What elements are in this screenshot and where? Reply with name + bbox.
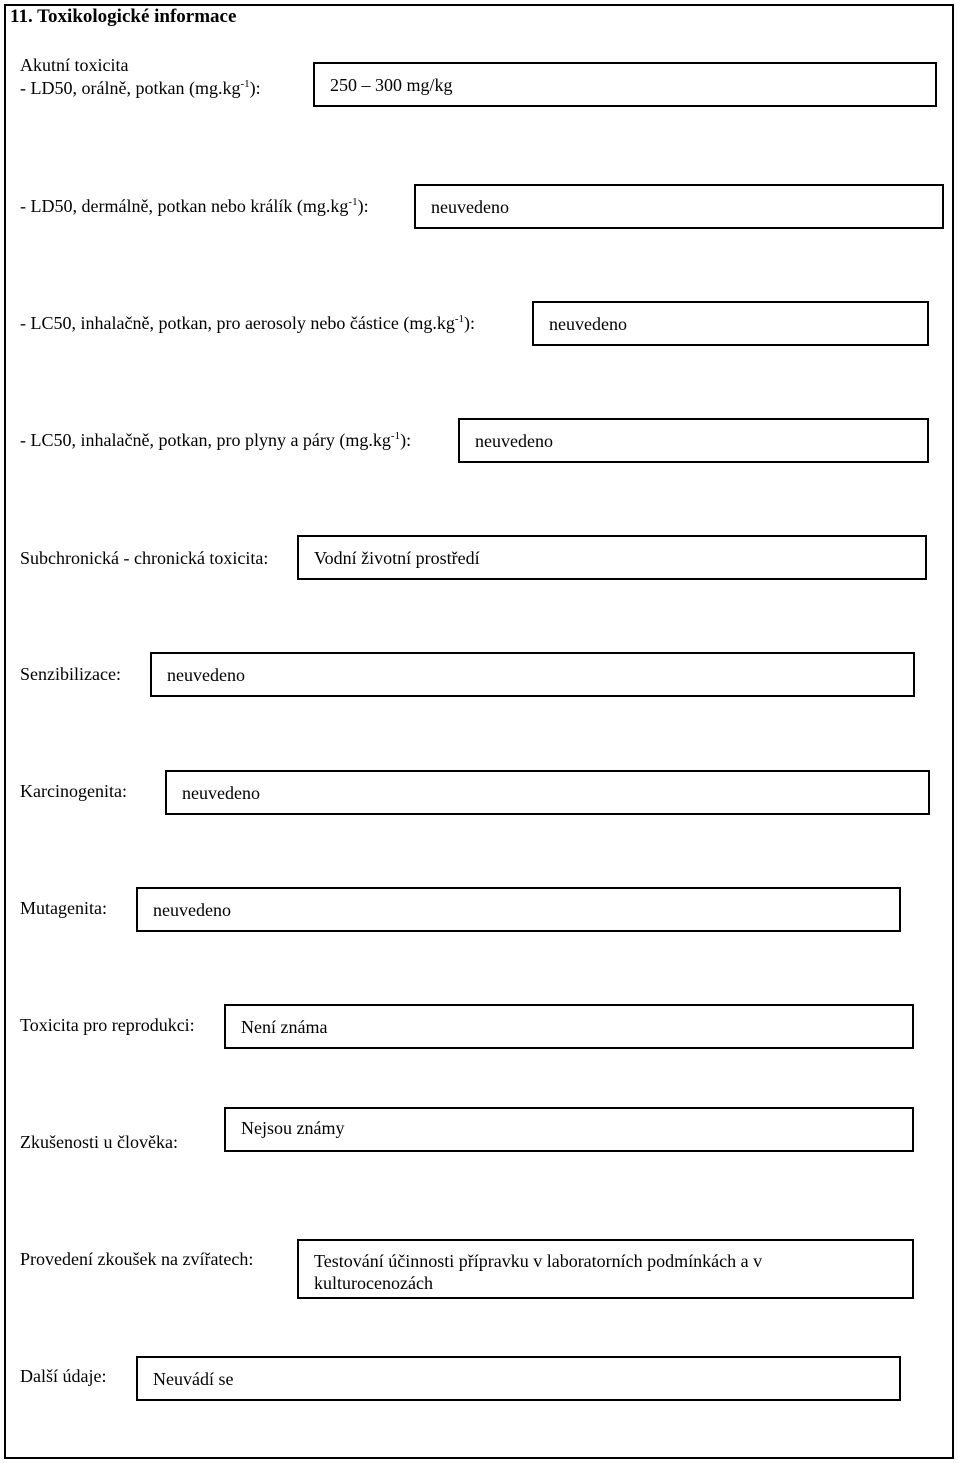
- subchronic-field[interactable]: Vodní životní prostředí: [297, 535, 927, 580]
- other-info-label: Další údaje:: [20, 1366, 107, 1386]
- other-info-field[interactable]: Neuvádí se: [136, 1356, 901, 1401]
- lc50-aerosol-label: - LC50, inhalačně, potkan, pro aerosoly nebo částice $(mg.kg^{-1})$:: [20, 313, 476, 333]
- mutagenicity-field[interactable]: neuvedeno: [136, 887, 901, 932]
- animal-testing-field[interactable]: Testování účinnosti přípravku v laboratorních podmínkách a v kulturocenozách: [297, 1239, 914, 1299]
- carcinogenicity-label: Karcinogenita:: [20, 781, 127, 801]
- ld50-dermal-field[interactable]: neuvedeno: [414, 184, 944, 229]
- section-title: 11. Toxikologické informace: [10, 6, 237, 27]
- lc50-aerosol-field[interactable]: neuvedeno: [532, 301, 929, 346]
- animal-testing-label: Provedení zkoušek na zvířatech:: [20, 1249, 254, 1269]
- subchronic-label: Subchronická - chronická toxicita:: [20, 548, 269, 568]
- lc50-gas-label: - LC50, inhalačně, potkan, pro plyny a páry $(mg.kg^{-1})$:: [20, 430, 412, 450]
- acute-toxicity-heading: Akutní toxicita: [20, 55, 129, 75]
- mutagenicity-label: Mutagenita:: [20, 898, 107, 918]
- reproduction-label: Toxicita pro reprodukci:: [20, 1015, 195, 1035]
- human-experience-field[interactable]: Nejsou známy: [224, 1107, 914, 1152]
- carcinogenicity-field[interactable]: neuvedeno: [165, 770, 930, 815]
- lc50-gas-field[interactable]: neuvedeno: [458, 418, 929, 463]
- ld50-oral-label: - LD50, orálně, potkan $(mg.kg^{-1})$:: [20, 78, 261, 98]
- sensitization-label: Senzibilizace:: [20, 664, 121, 684]
- human-experience-label: Zkušenosti u člověka:: [20, 1132, 178, 1152]
- sensitization-field[interactable]: neuvedeno: [150, 652, 915, 697]
- ld50-oral-field[interactable]: 250 – 300 mg/kg: [313, 62, 937, 107]
- ld50-dermal-label: - LD50, dermálně, potkan nebo králík $(mg.kg^{-1})$:: [20, 196, 369, 216]
- reproduction-field[interactable]: Není známa: [224, 1004, 914, 1049]
